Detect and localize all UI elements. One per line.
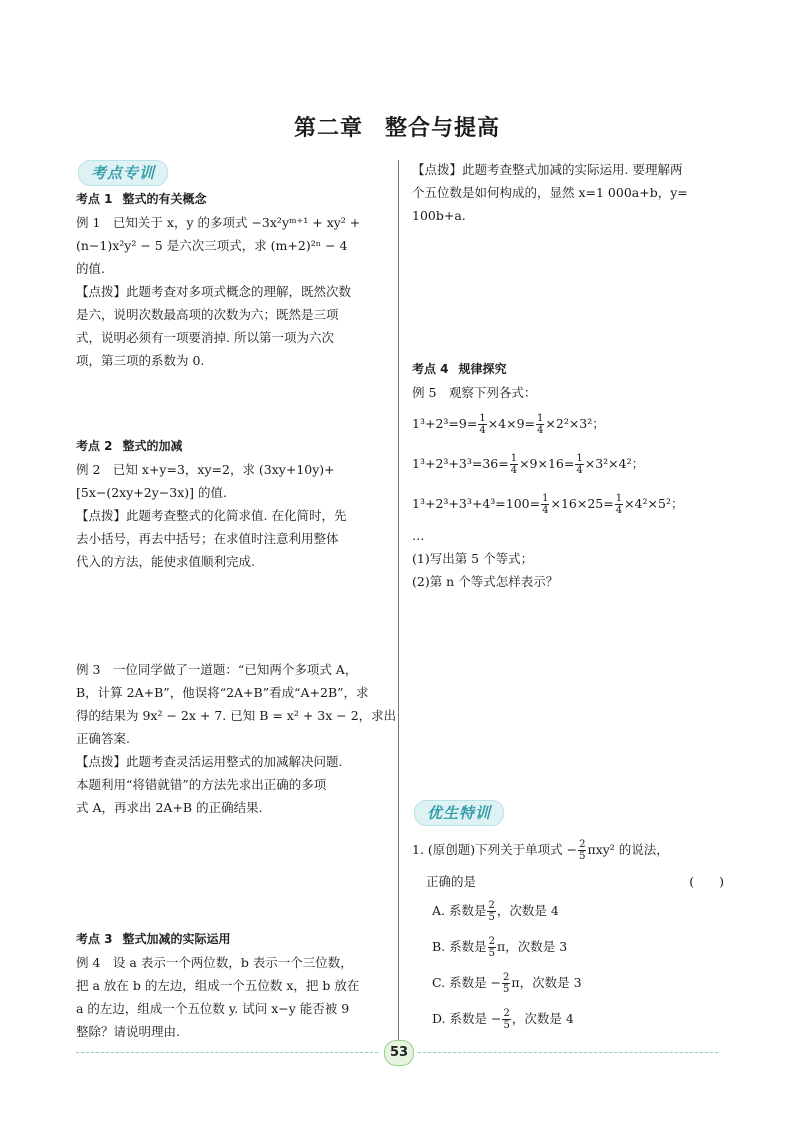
column-divider <box>398 160 399 1040</box>
example-4-line-3: a 的左边，组成一个五位数 y. 试问 x−y 能否被 9 <box>76 1001 350 1016</box>
example-5-intro: 例 5 观察下列各式： <box>412 385 537 400</box>
hint-4-line-2: 个五位数是如何构成的，显然 x=1 000a+b，y= <box>412 185 688 200</box>
example-1-line-2: (n−1)x²y² − 5 是六次三项式，求 (m+2)²ⁿ − 4 <box>76 238 348 253</box>
chapter-name: 整合与提高 <box>385 116 501 141</box>
example-4-line-4: 整除？请说明理由. <box>76 1024 180 1039</box>
topic-4-heading: 考点 4 规律探究 <box>412 362 507 376</box>
hint-2-line-3: 代入的方法，能使求值顺利完成. <box>76 554 255 569</box>
ellipsis: … <box>412 528 425 543</box>
hint-1-line-1: 【点拨】此题考查对多项式概念的理解，既然次数 <box>76 284 352 299</box>
page-number: 53 <box>384 1040 414 1066</box>
problem-1 <box>412 830 724 1037</box>
example-2-line-1: 例 2 已知 x+y=3，xy=2，求 (3xy+10y)+ <box>76 462 335 477</box>
answer-blank[interactable]: ( ) <box>689 874 724 889</box>
section-badge-kaodian: 考点专训 <box>78 160 168 186</box>
example-3-line-1: 例 3 一位同学做了一道题：“已知两个多项式 A， <box>76 662 358 677</box>
chapter-title <box>0 111 794 142</box>
fraction: $\frac{1}{4}$ <box>510 453 518 476</box>
hint-3-line-1: 【点拨】此题考查灵活运用整式的加减解决问题. <box>76 754 343 769</box>
footer-rule-left <box>76 1052 378 1053</box>
hint-4-line-3: 100b+a. <box>412 208 466 223</box>
topic-3 <box>76 928 388 1043</box>
hint-3-line-3: 式 A，再求出 2A+B 的正确结果. <box>76 800 263 815</box>
topic-4 <box>412 358 724 593</box>
fraction: $\frac{1}{4}$ <box>615 493 623 516</box>
hint-4 <box>412 158 724 227</box>
fraction: $\frac{1}{4}$ <box>537 413 544 436</box>
fraction: $\frac{1}{4}$ <box>542 493 549 516</box>
section-badge-yousheng: 优生特训 <box>414 800 504 826</box>
example-1-line-1: 例 1 已知关于 x，y 的多项式 −3x²yᵐ⁺¹ + xy² + <box>76 215 361 230</box>
fraction: $\frac{2}{5}$ <box>488 900 495 923</box>
hint-1-line-3: 式，说明必须有一项要消掉. 所以第一项为六次 <box>76 330 334 345</box>
equation-1: 1³+2³=9= $\frac{1}{4}$ ×4×9= $\frac{1}{4}$ ×2²×3²； <box>412 413 605 436</box>
example-3 <box>76 658 397 819</box>
choice-c[interactable]: C. 系数是 − $\frac{2}{5}$ π，次数是 3 <box>432 972 582 995</box>
problem-1-stem-2: 正确的是 ( ) <box>412 870 724 893</box>
fraction: $\frac{2}{5}$ <box>503 972 510 995</box>
fraction: $\frac{2}{5}$ <box>579 839 586 862</box>
question-2: (2)第 n 个等式怎样表示？ <box>412 574 559 589</box>
hint-4-line-1: 【点拨】此题考查整式加减的实际运用. 要理解两 <box>412 162 683 177</box>
example-2-line-2: [5x−(2xy+2y−3x)] 的值. <box>76 485 227 500</box>
topic-2 <box>76 435 388 573</box>
topic-1 <box>76 188 388 372</box>
choice-b[interactable]: B. 系数是 $\frac{2}{5}$ π，次数是 3 <box>432 936 568 959</box>
example-4-line-2: 把 a 放在 b 的左边，组成一个五位数 x，把 b 放在 <box>76 978 360 993</box>
hint-2-line-1: 【点拨】此题考查整式的化简求值. 在化简时，先 <box>76 508 347 523</box>
example-4-line-1: 例 4 设 a 表示一个两位数，b 表示一个三位数， <box>76 955 353 970</box>
example-3-line-4: 正确答案. <box>76 731 130 746</box>
hint-2-line-2: 去小括号，再去中括号；在求值时注意利用整体 <box>76 531 339 546</box>
hint-1-line-4: 项，第三项的系数为 0. <box>76 353 205 368</box>
fraction: $\frac{2}{5}$ <box>503 1008 510 1031</box>
question-1: (1)写出第 5 个等式； <box>412 551 534 566</box>
topic-2-heading: 考点 2 整式的加减 <box>76 439 183 453</box>
example-3-line-3: 得的结果为 9x² − 2x + 7. 已知 B = x² + 3x − 2，求出 <box>76 708 397 723</box>
example-1-line-3: 的值. <box>76 261 105 276</box>
equation-2: 1³+2³+3³=36= $\frac{1}{4}$ ×9×16= $\frac{1}{4}$ ×3²×4²； <box>412 453 645 476</box>
equation-3: 1³+2³+3³+4³=100= $\frac{1}{4}$ ×16×25= $\frac{1}{4}$ ×4²×5²； <box>412 493 684 516</box>
choice-a[interactable]: A. 系数是 $\frac{2}{5}$ ，次数是 4 <box>432 900 559 923</box>
chapter-number: 第二章 <box>293 116 363 141</box>
choice-d[interactable]: D. 系数是 − $\frac{2}{5}$ ，次数是 4 <box>432 1008 574 1031</box>
hint-3-line-2: 本题利用“将错就错”的方法先求出正确的多项 <box>76 777 327 792</box>
fraction: $\frac{1}{4}$ <box>576 453 583 476</box>
fraction: $\frac{1}{4}$ <box>479 413 486 436</box>
topic-3-heading: 考点 3 整式加减的实际运用 <box>76 932 231 946</box>
problem-1-stem: 1. (原创题)下列关于单项式 − $\frac{2}{5}$ πxy² 的说法， <box>412 839 669 862</box>
topic-1-heading: 考点 1 整式的有关概念 <box>76 192 207 206</box>
fraction: $\frac{2}{5}$ <box>488 936 496 959</box>
footer-rule-right <box>418 1052 718 1053</box>
example-3-line-2: B，计算 2A+B”，他误将“2A+B”看成“A+2B”，求 <box>76 685 369 700</box>
hint-1-line-2: 是六，说明次数最高项的次数为六；既然是三项 <box>76 307 339 322</box>
